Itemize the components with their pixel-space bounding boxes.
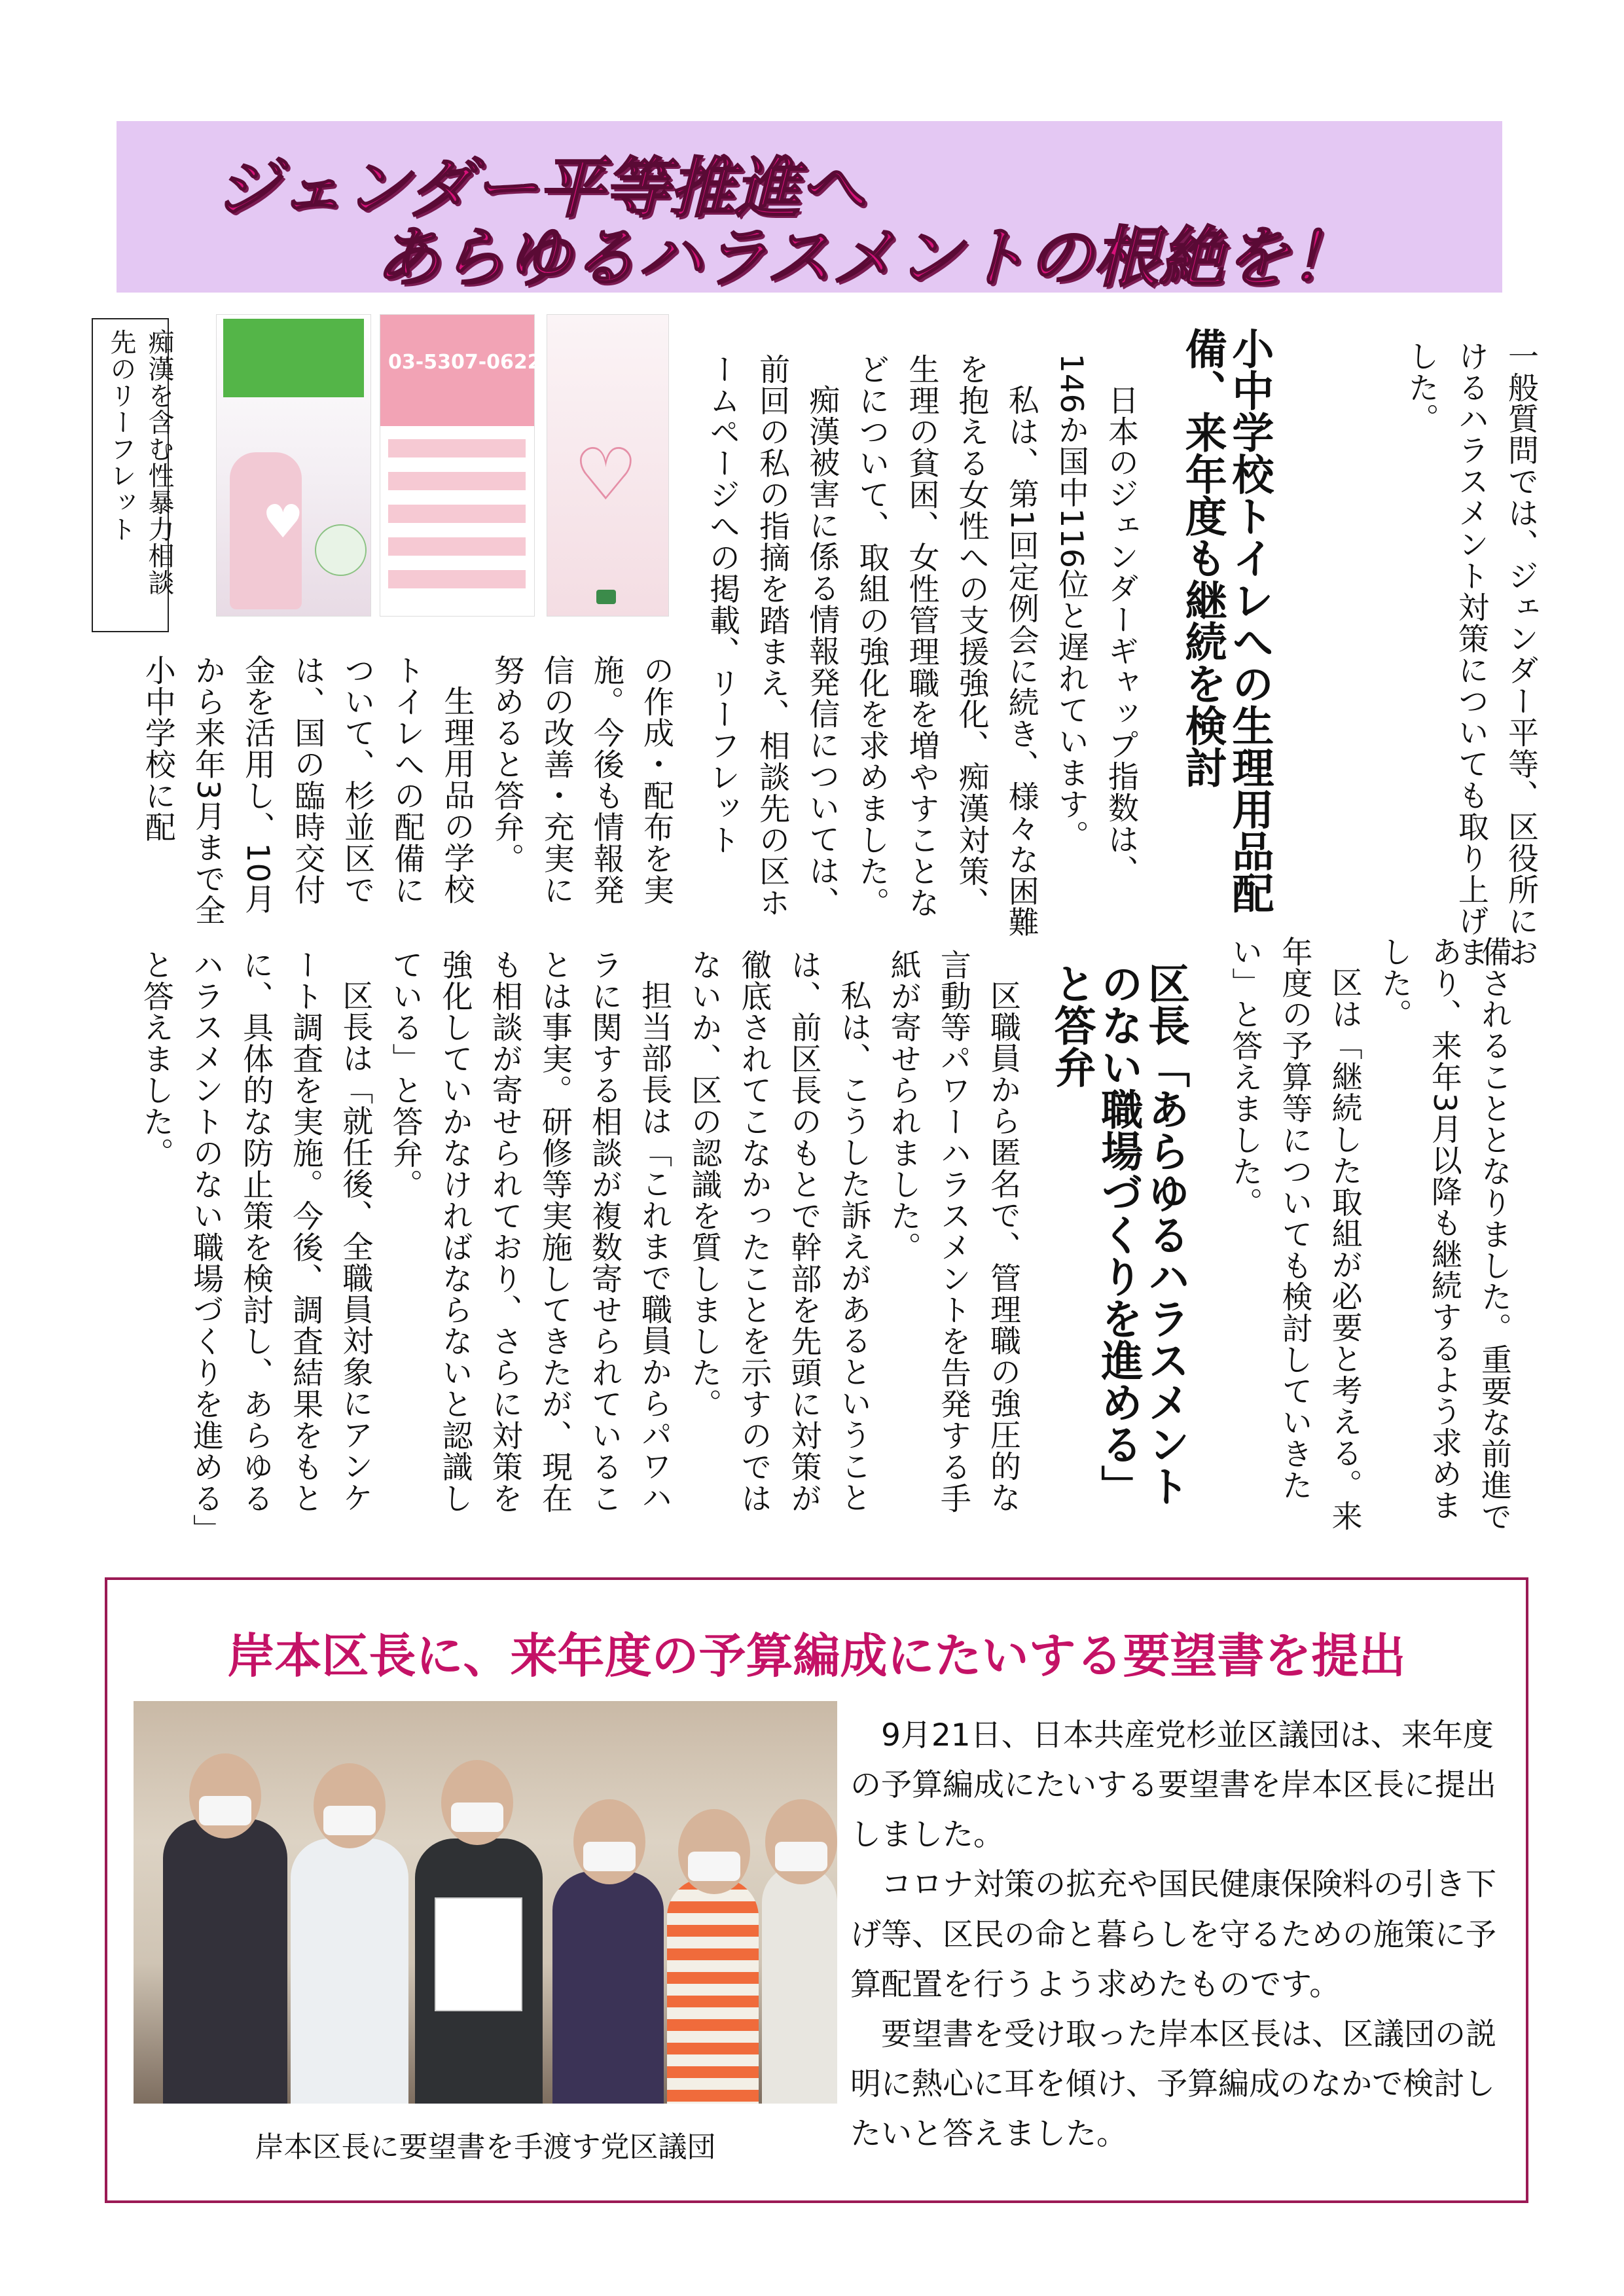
- person-figure: [163, 1819, 287, 2104]
- section1-ending: [1227, 936, 1519, 1545]
- person-figure: [667, 1878, 759, 2104]
- section2-body: [137, 949, 1028, 1538]
- leaflet-image-heart: [547, 314, 669, 617]
- leaflet-image-green: [216, 314, 371, 617]
- request-content-paragraph: コロナ対策の拡充や国民健康保険料の引き下げ等、区民の命と暮らしを守るための施策に予算配置を行うよう求めたものです。: [850, 1867, 1496, 2003]
- face-mask: [583, 1842, 636, 1871]
- continuation-paragraph: 備されることとなりました。重要な前進であり、来年3月以降も継続するよう求めました。: [1376, 936, 1512, 1532]
- sanitary-distribution-paragraph: 生理用品の学校トイレへの配備について、杉並区では、国の臨時交付金を活用し、10月から来年3月まで全小中学校に配: [139, 655, 475, 926]
- leaflet-caption-box: [92, 318, 174, 632]
- person-figure: [762, 1865, 837, 2104]
- person-figure: [291, 1839, 408, 2104]
- face-mask: [775, 1842, 827, 1871]
- face-mask: [323, 1806, 376, 1835]
- intro-text: [1395, 340, 1545, 969]
- face-mask: [688, 1852, 740, 1881]
- mayor-reaction-paragraph: 要望書を受け取った岸本区長は、区議団の説明に熱心に耳を傾け、予算編成のなかで検討したいと答えました。: [850, 2016, 1496, 2152]
- budget-request-article: [105, 1577, 1528, 2203]
- chikan-info-continued: の作成・配布を実施。今後も情報発信の改善・充実に努めると答弁。: [488, 655, 674, 906]
- face-mask: [199, 1796, 251, 1825]
- leaflet-contact-row: [388, 439, 526, 457]
- delegation-photo: [134, 1701, 837, 2104]
- request-document: [435, 1897, 522, 2011]
- heart-icon: ♥: [262, 495, 304, 548]
- heart-ribbon-icon: ♡: [573, 433, 638, 516]
- gender-gap-paragraph: 日本のジェンダーギャップ指数は、146か国中116位と遅れています。: [1053, 353, 1139, 887]
- person-figure: [552, 1871, 664, 2104]
- leaflet-green-panel: [223, 319, 364, 397]
- leaflet-contact-row: [388, 537, 526, 556]
- banner-title-line2: あらゆるハラスメントの根絶を！: [375, 219, 1355, 296]
- leaflet-contact-row: [388, 505, 526, 523]
- budget-request-body: [850, 1711, 1511, 2159]
- leaflet-contact-row: [388, 570, 526, 588]
- budget-request-heading: 岸本区長に、来年度の予算編成にたいする要望書を提出: [227, 1628, 1406, 1683]
- intro-paragraph: 一般質問では、ジェンダー平等、区役所におけるハラスメント対策についても取り上げました。: [1403, 340, 1539, 968]
- question-paragraph: 私は、こうした訴えがあるということは、前区長のもとで幹部を先頭に対策が徹底されてこなかったことを示すのではないか、区の認識を質しました。: [686, 949, 872, 1514]
- ward-response-paragraph: 区は「継続した取組が必要と考える。来年度の予算等についても検討していきたい」と答えました。: [1227, 936, 1363, 1532]
- chikan-info-paragraph: 痴漢被害に係る情報発信については、前回の私の指摘を踏まえ、相談先の区ホームページへの掲載、リーフレット: [704, 353, 840, 918]
- heading-harassment-free: 区長「あらゆるハラスメントのない職場づくりを進める」と答弁: [1047, 962, 1190, 1507]
- anonymous-letter-paragraph: 区職員から匿名で、管理職の強圧的な言動等パワーハラスメントを告発する手紙が寄せられました。: [885, 949, 1021, 1514]
- leaflet-caption: 痴漢を含む性暴力相談先のリーフレット: [106, 329, 174, 596]
- support-request-paragraph: 私は、第1回定例会に続き、様々な困難を抱える女性への支援強化、痴漢対策、生理の貧困、女性管理職を増やすことなどについて、取組の強化を求めました。: [854, 353, 1039, 938]
- leaflet-phone-number: 03-5307-0622: [388, 351, 541, 374]
- banner-title-line1: ジェンダー平等推進へ: [215, 150, 865, 226]
- mayor-answer-paragraph: 区長は「就任後、全職員対象にアンケート調査を実施。今後、調査結果をもとに、具体的な防止策を検討し、あらゆるハラスメントのない職場づくりを進める」と答えました。: [137, 949, 374, 1530]
- face-mask: [451, 1803, 503, 1832]
- section1-body: [687, 353, 1146, 942]
- section1-body-continued: [139, 655, 681, 936]
- leaflet-contact-row: [388, 472, 526, 490]
- photo-caption: 岸本区長に要望書を手渡す党区議団: [255, 2130, 716, 2164]
- heading-sanitary-products: 小中学校トイレへの生理用品配備、来年度も継続を検討: [1178, 327, 1274, 914]
- manager-answer-paragraph: 担当部長は「これまで職員からパワハラに関する相談が複数寄せられていることは事実。研修等実施してきたが、現在も相談が寄せられており、さらに対策を強化していかなければならないと認識している」と答弁。: [387, 949, 673, 1514]
- submission-paragraph: 9月21日、日本共産党杉並区議団は、来年度の予算編成にたいする要望書を岸本区長に提出しました。: [850, 1717, 1496, 1854]
- leaflet-image-contacts: [380, 314, 541, 617]
- leaflet-round-badge: [315, 524, 367, 576]
- suginami-logo-icon: [596, 590, 616, 604]
- title-banner: [117, 121, 1502, 296]
